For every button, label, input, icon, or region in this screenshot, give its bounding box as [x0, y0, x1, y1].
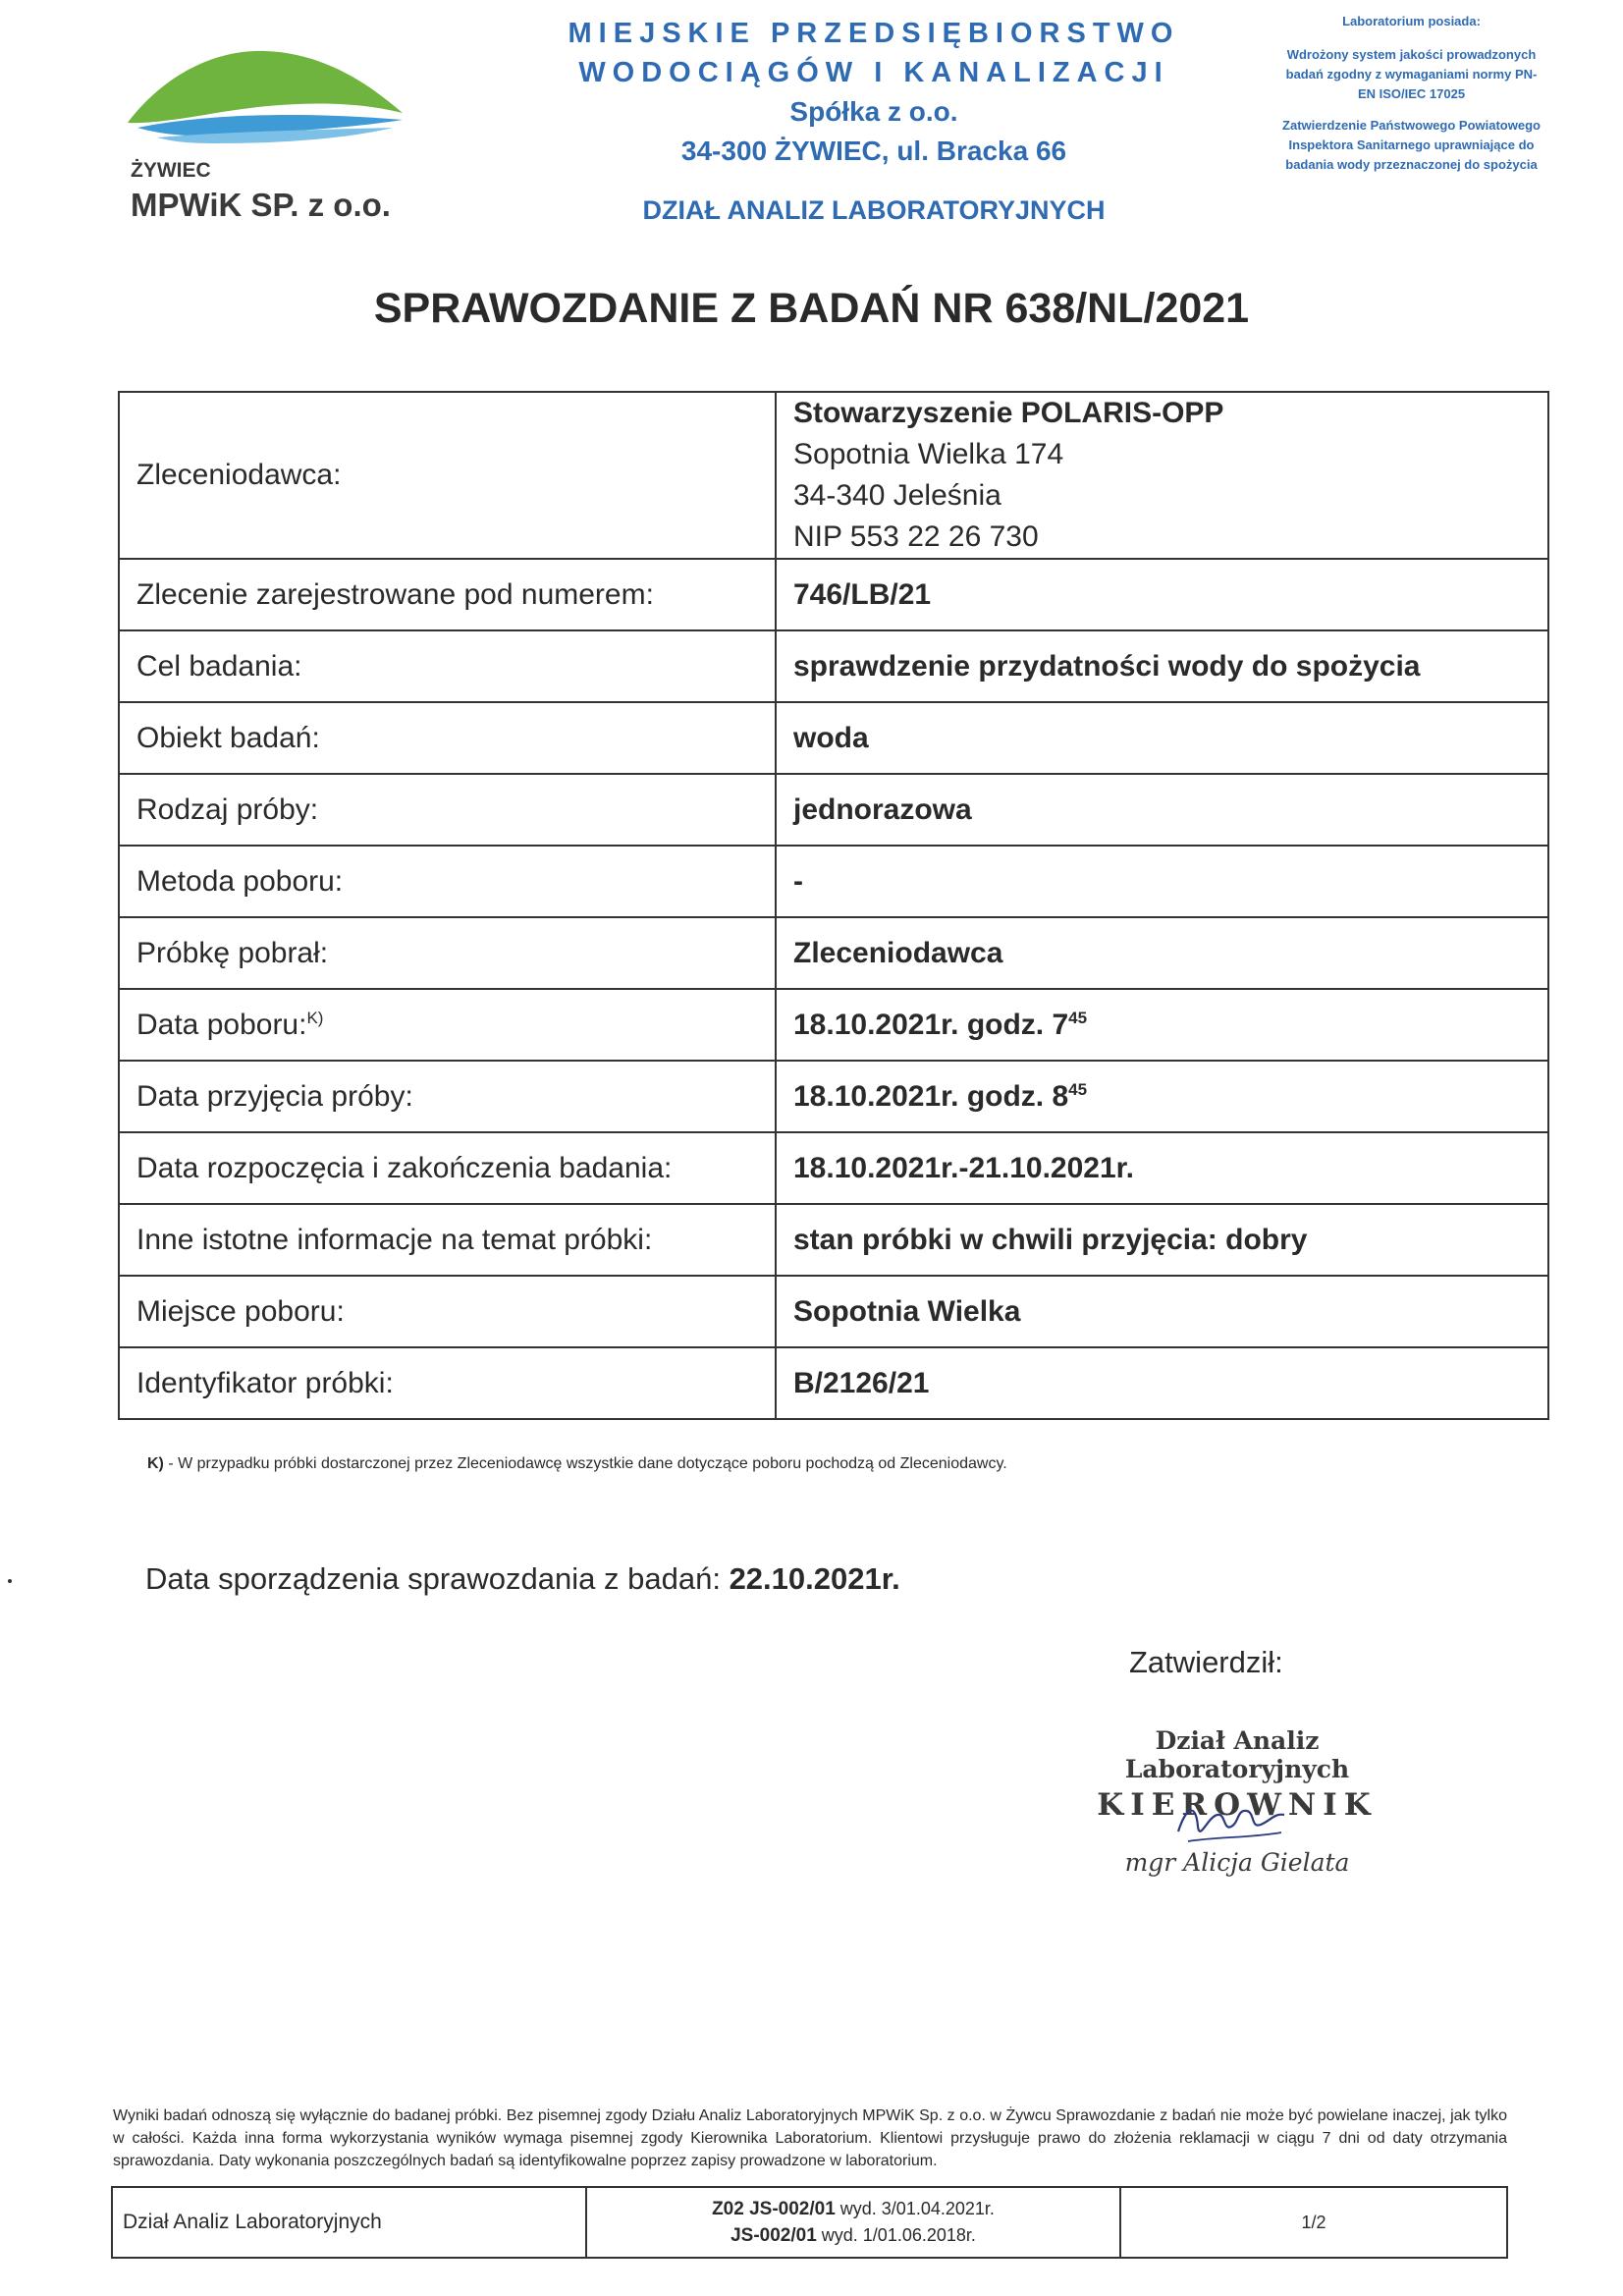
- row-value: stan próbki w chwili przyjęcia: dobry: [776, 1204, 1548, 1276]
- row-label: Obiekt badań:: [119, 702, 776, 774]
- company-header: [550, 14, 1198, 230]
- stamp-name: mgr Alicja Gielata: [1124, 1848, 1350, 1877]
- row-label: Rodzaj próby:: [119, 774, 776, 846]
- form-code-line1: [588, 2196, 1118, 2222]
- report-title: SPRAWOZDANIE Z BADAŃ NR 638/NL/2021: [373, 285, 1250, 332]
- form2-edition: wyd. 1/01.06.2018r.: [816, 2225, 976, 2245]
- handwritten-signature: [1168, 1787, 1296, 1856]
- row-value: Zleceniodawca: [776, 917, 1548, 989]
- row-value: woda: [776, 702, 1548, 774]
- row-label: Metoda poboru:: [119, 846, 776, 917]
- accreditation-sanitary: Zatwierdzenie Państwowego Powiatowego Inspektora Sanitarnego uprawniające do badania wody przeznaczonej do spożycia: [1282, 118, 1541, 172]
- row-value: Sopotnia Wielka: [776, 1276, 1548, 1347]
- legal-disclaimer: Wyniki badań odnoszą się wyłącznie do badanej próbki. Bez pisemnej zgody Działu Analiz Laboratoryjnych MPWiK Sp. z o.o. w Żywcu Sprawozdanie z badań nie może być powielane inaczej, jak tylko w całości. Każda inna forma wykorzystania wyników wymaga pisemnej zgody Kierownika Laboratorium. Klientowi przysługuje prawo do złożenia reklamacji w ciągu 7 dni od daty otrzymania sprawozdania. Daty wykonania poszczególnych badań są identyfikowalne poprzez zapisy prowadzone w laboratorium.: [113, 2107, 1507, 2169]
- company-address: 34-300 ŻYWIEC, ul. Bracka 66: [680, 136, 1067, 166]
- client-address-street: Sopotnia Wielka 174: [793, 438, 1064, 470]
- sampling-date-footnote-mark: K): [306, 1008, 324, 1027]
- accreditation-heading: Laboratorium posiada:: [1342, 14, 1481, 28]
- approved-label: Zatwierdził:: [1129, 1645, 1283, 1679]
- sampling-date-minutes: 45: [1068, 1008, 1088, 1027]
- footnote-text: - W przypadku próbki dostarczonej przez Zleceniodawcę wszystkie dane dotyczące poboru pochodzą od Zleceniodawcy.: [163, 1455, 1007, 1472]
- table-row: [119, 1061, 1548, 1132]
- stamp-title: KIEROWNIK: [1097, 1787, 1378, 1823]
- table-row: [119, 989, 1548, 1061]
- company-form: Spółka z o.o.: [789, 96, 958, 127]
- row-label: Zlecenie zarejestrowane pod numerem:: [119, 559, 776, 630]
- preparation-date: 22.10.2021r.: [729, 1561, 900, 1596]
- receipt-date-minutes: 45: [1068, 1079, 1088, 1099]
- receipt-date-value: 18.10.2021r. godz. 8: [793, 1079, 1069, 1113]
- row-value: -: [776, 846, 1548, 917]
- row-value: 746/LB/21: [776, 559, 1548, 630]
- row-label: Cel badania:: [119, 630, 776, 702]
- client-details: [776, 392, 1548, 559]
- table-row: [119, 630, 1548, 702]
- row-value: 18.10.2021r.-21.10.2021r.: [776, 1132, 1548, 1204]
- sampling-date-value: 18.10.2021r. godz. 7: [793, 1008, 1069, 1041]
- table-row: [119, 774, 1548, 846]
- company-name-line2: WODOCIĄGÓW I KANALIZACJI: [578, 57, 1169, 88]
- form1-code: Z02 JS-002/01: [712, 2199, 836, 2219]
- client-label: Zleceniodawca:: [119, 392, 776, 559]
- footer-department: Dział Analiz Laboratoryjnych: [112, 2187, 586, 2258]
- sampling-date-label: Data poboru:: [136, 1008, 307, 1041]
- client-nip: NIP 553 22 26 730: [793, 520, 1039, 553]
- stamp-department: Dział Analiz Laboratoryjnych: [1124, 1726, 1350, 1783]
- client-name: Stowarzyszenie POLARIS-OPP: [793, 397, 1224, 429]
- company-name-line1: MIEJSKIE PRZEDSIĘBIORSTWO: [568, 18, 1180, 49]
- form-code-line2: [588, 2222, 1118, 2249]
- logo-hills-graphic: [118, 29, 412, 167]
- row-value: jednorazowa: [776, 774, 1548, 846]
- row-label: Miejsce poboru:: [119, 1276, 776, 1347]
- logo-company-name: MPWiK SP. z o.o.: [131, 187, 391, 223]
- row-value: B/2126/21: [776, 1347, 1548, 1419]
- table-row: [119, 559, 1548, 630]
- form1-edition: wyd. 3/01.04.2021r.: [835, 2199, 995, 2218]
- table-row: [119, 917, 1548, 989]
- row-label: Data rozpoczęcia i zakończenia badania:: [119, 1132, 776, 1204]
- document-footer: [111, 2186, 1508, 2259]
- row-label: Identyfikator próbki:: [119, 1347, 776, 1419]
- company-logo: [118, 29, 412, 223]
- report-table: [118, 391, 1549, 1420]
- table-row: [119, 392, 1548, 559]
- report-preparation-date: [145, 1561, 900, 1597]
- client-address-city: 34-340 Jeleśnia: [793, 479, 1001, 512]
- table-row: [119, 1204, 1548, 1276]
- table-row: [119, 1347, 1548, 1419]
- sampling-date-cell: [119, 989, 776, 1061]
- footnote: [147, 1455, 1007, 1473]
- preparation-label: Data sporządzenia sprawozdania z badań:: [145, 1561, 721, 1596]
- accreditation-iso: Wdrożony system jakości prowadzonych badań zgodny z wymaganiami normy PN-EN ISO/IEC 17025: [1285, 47, 1538, 101]
- receipt-date-label: Data przyjęcia próby:: [119, 1061, 776, 1132]
- department-name: DZIAŁ ANALIZ LABORATORYJNYCH: [642, 195, 1106, 225]
- row-label: Inne istotne informacje na temat próbki:: [119, 1204, 776, 1276]
- scan-speck: [8, 1579, 12, 1583]
- table-row: [119, 1276, 1548, 1347]
- footer-form-codes: [586, 2187, 1120, 2258]
- page-number: 1/2: [1120, 2187, 1507, 2258]
- sampling-date-value-cell: [776, 989, 1548, 1061]
- footnote-mark: K): [147, 1455, 164, 1472]
- form2-code: JS-002/01: [730, 2225, 817, 2246]
- table-row: [119, 1132, 1548, 1204]
- row-label: Próbkę pobrał:: [119, 917, 776, 989]
- accreditation-info: [1281, 12, 1542, 187]
- table-row: [119, 846, 1548, 917]
- receipt-date-value-cell: [776, 1061, 1548, 1132]
- table-row: [119, 702, 1548, 774]
- row-value: sprawdzenie przydatności wody do spożycia: [776, 630, 1548, 702]
- logo-city: ŻYWIEC: [131, 159, 211, 182]
